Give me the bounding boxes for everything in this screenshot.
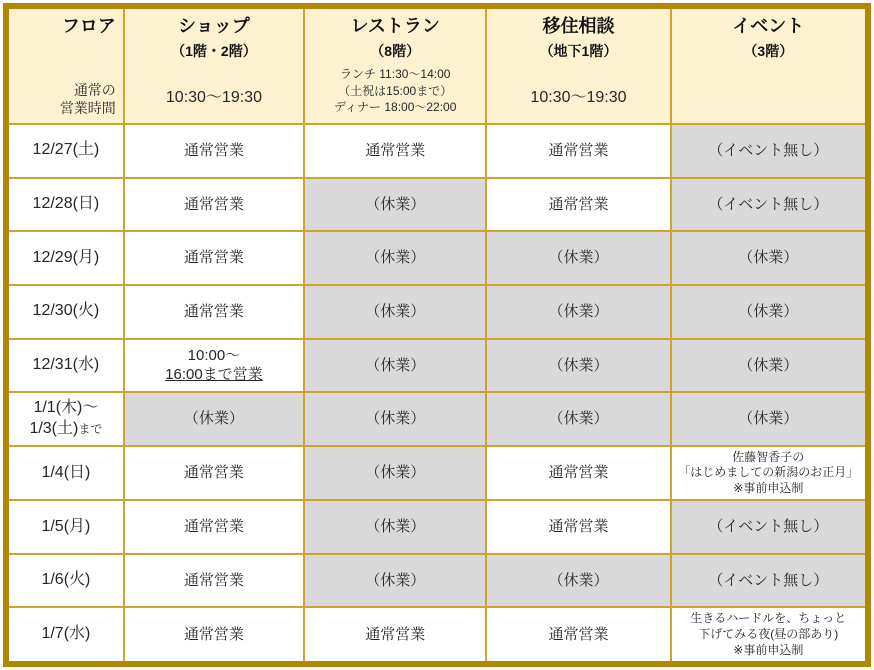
status-cell: 通常営業 xyxy=(124,446,304,500)
closed-cell: （休業） xyxy=(486,285,670,339)
closed-cell: （休業） xyxy=(486,392,670,446)
closed-cell: （休業） xyxy=(304,339,486,393)
consultation-hours: 10:30～19:30 xyxy=(530,89,627,107)
status-cell: 通常営業 xyxy=(124,554,304,608)
closed-cell: （イベント無し） xyxy=(671,500,868,554)
table-row xyxy=(6,392,868,446)
status-cell: 10:00～ 16:00まで営業 xyxy=(124,339,304,393)
closed-cell: （休業） xyxy=(671,285,868,339)
status-cell: 通常営業 xyxy=(486,607,670,664)
status-cell: 通常営業 xyxy=(486,500,670,554)
date-cell: 1/4(日) xyxy=(6,446,124,500)
floor-label: フロア xyxy=(61,16,116,36)
table-row xyxy=(6,607,868,664)
schedule-body xyxy=(6,124,868,664)
closed-cell: （休業） xyxy=(486,231,670,285)
closed-cell: （休業） xyxy=(304,500,486,554)
date-cell: 12/29(月) xyxy=(6,231,124,285)
status-cell: 通常営業 xyxy=(486,446,670,500)
status-cell: 通常営業 xyxy=(124,231,304,285)
table-row xyxy=(6,178,868,232)
status-cell: 通常営業 xyxy=(304,607,486,664)
closed-cell: （休業） xyxy=(671,392,868,446)
date-cell: 1/7(水) xyxy=(6,607,124,664)
shop-floor: （1階・2階） xyxy=(171,43,257,60)
shop-title: ショップ xyxy=(178,16,250,36)
status-cell: 通常営業 xyxy=(124,178,304,232)
restaurant-floor: （8階） xyxy=(370,43,421,60)
status-cell: 通常営業 xyxy=(124,285,304,339)
event-header-cell xyxy=(671,6,868,124)
closed-cell: （休業） xyxy=(124,392,304,446)
consultation-floor: （地下1階） xyxy=(539,43,618,60)
closed-cell: （休業） xyxy=(671,231,868,285)
header-row xyxy=(6,6,868,124)
status-cell: 通常営業 xyxy=(486,124,670,178)
consultation-title: 移住相談 xyxy=(542,16,615,36)
date-cell: 12/31(水) xyxy=(6,339,124,393)
normal-hours-label: 通常の 営業時間 xyxy=(59,81,116,116)
business-hours-table xyxy=(3,3,871,667)
closed-cell: （休業） xyxy=(304,446,486,500)
table-row xyxy=(6,500,868,554)
status-cell: 通常営業 xyxy=(304,124,486,178)
status-cell: 生きるハードルを、ちょっと 下げてみる夜(昼の部あり) ※事前申込制 xyxy=(671,607,868,664)
date-cell: 1/6(火) xyxy=(6,554,124,608)
status-cell: 通常営業 xyxy=(486,178,670,232)
closed-cell: （休業） xyxy=(304,554,486,608)
consultation-header-cell xyxy=(486,6,670,124)
status-cell: 通常営業 xyxy=(124,500,304,554)
floor-header-cell xyxy=(6,6,124,124)
date-cell: 12/30(火) xyxy=(6,285,124,339)
event-floor: （3階） xyxy=(743,43,794,60)
restaurant-title: レストラン xyxy=(350,16,440,36)
table-row xyxy=(6,554,868,608)
closed-cell: （休業） xyxy=(671,339,868,393)
closed-cell: （イベント無し） xyxy=(671,124,868,178)
status-cell: 佐藤智香子の 「はじめましての新潟のお正月」 ※事前申込制 xyxy=(671,446,868,500)
date-cell: 12/27(土) xyxy=(6,124,124,178)
table-row xyxy=(6,339,868,393)
closed-cell: （休業） xyxy=(304,178,486,232)
closed-cell: （休業） xyxy=(304,285,486,339)
restaurant-hours: ランチ 11:30～14:00 （土祝は15:00まで） ディナー 18:00～22:00 xyxy=(333,67,457,114)
table-row xyxy=(6,285,868,339)
date-cell: 1/5(月) xyxy=(6,500,124,554)
table-row xyxy=(6,446,868,500)
shop-header-cell xyxy=(124,6,304,124)
closed-cell: （休業） xyxy=(486,339,670,393)
closed-cell: （休業） xyxy=(304,392,486,446)
event-title: イベント xyxy=(732,16,805,36)
date-cell: 1/1(木)～ 1/3(土)まで xyxy=(6,392,124,446)
status-cell: 通常営業 xyxy=(124,124,304,178)
table-row xyxy=(6,124,868,178)
restaurant-header-cell xyxy=(304,6,486,124)
closed-cell: （イベント無し） xyxy=(671,178,868,232)
closed-cell: （イベント無し） xyxy=(671,554,868,608)
table-row xyxy=(6,231,868,285)
status-cell: 通常営業 xyxy=(124,607,304,664)
closed-cell: （休業） xyxy=(486,554,670,608)
shop-hours: 10:30～19:30 xyxy=(165,89,262,107)
closed-cell: （休業） xyxy=(304,231,486,285)
date-cell: 12/28(日) xyxy=(6,178,124,232)
